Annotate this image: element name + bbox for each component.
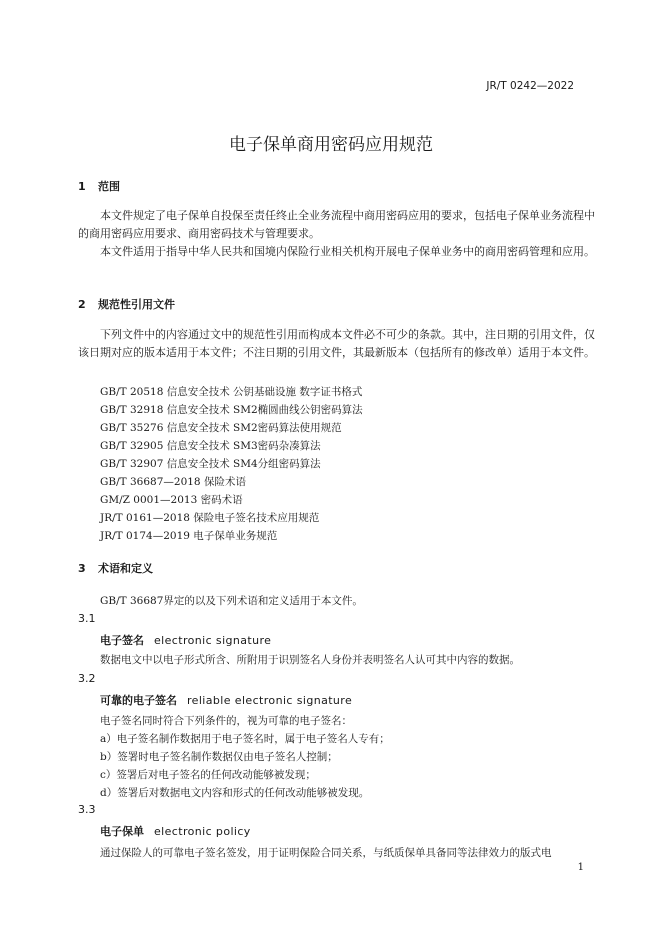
term-definition: 通过保险人的可靠电子签名签发，用于证明保险合同关系，与纸质保单具备同等法律效力的版式电 [100,847,552,859]
term-number: 3.2 [78,672,96,685]
term-heading [100,823,251,839]
term-english: electronic policy [154,825,251,838]
reference-item: GM/Z 0001—2013 密码术语 [100,494,243,506]
section-1-heading [78,178,120,194]
reference-item: GB/T 35276 信息安全技术 SM2密码算法使用规范 [100,422,342,434]
section-3-heading [78,560,153,576]
term-english: reliable electronic signature [187,694,353,707]
list-item: b）签署时电子签名制作数据仅由电子签名人控制； [100,751,338,763]
section-2-intro: 下列文件中的内容通过文中的规范性引用而构成本文件必不可少的条款。其中，注日期的引用文件，仅该日期对应的版本适用于本文件；不注日期的引用文件，其最新版本（包括所有的修改单）适用于本文件。 [78,328,595,359]
term-number: 3.3 [78,803,96,816]
reference-item: GB/T 32907 信息安全技术 SM4分组密码算法 [100,458,321,470]
page-title: 电子保单商用密码应用规范 [229,135,433,155]
section-1-paragraph-1: 本文件规定了电子保单自投保至责任终止全业务流程中商用密码应用的要求，包括电子保单业务流程中的商用密码应用要求、商用密码技术与管理要求。 [78,209,595,240]
term-heading [100,632,271,648]
reference-item: GB/T 32918 信息安全技术 SM2椭圆曲线公钥密码算法 [100,404,363,416]
section-number: 3 [78,562,86,575]
list-item: c）签署后对电子签名的任何改动能够被发现； [100,769,316,781]
section-title: 范围 [98,180,120,193]
list-item: a）电子签名制作数据用于电子签名时，属于电子签名人专有； [100,733,390,745]
document-code: JR/T 0242—2022 [486,80,574,92]
section-number: 2 [78,298,86,311]
term-name: 电子保单 [100,825,144,838]
term-number: 3.1 [78,612,96,625]
section-number: 1 [78,180,86,193]
section-2-heading [78,296,175,312]
term-name: 可靠的电子签名 [100,694,177,707]
section-1-paragraph-2: 本文件适用于指导中华人民共和国境内保险行业相关机构开展电子保单业务中的商用密码管理和应用。 [100,245,595,258]
section-title: 术语和定义 [98,562,153,575]
reference-item: JR/T 0174—2019 电子保单业务规范 [100,530,278,542]
term-english: electronic signature [154,634,272,647]
list-item: d）签署后对数据电文内容和形式的任何改动能够被发现。 [100,787,370,799]
section-3-intro: GB/T 36687界定的以及下列术语和定义适用于本文件。 [100,595,363,607]
term-name: 电子签名 [100,634,144,647]
reference-item: GB/T 20518 信息安全技术 公钥基础设施 数字证书格式 [100,386,363,398]
reference-item: JR/T 0161—2018 保险电子签名技术应用规范 [100,512,320,524]
term-definition: 电子签名同时符合下列条件的，视为可靠的电子签名： [100,715,352,727]
reference-item: GB/T 32905 信息安全技术 SM3密码杂凑算法 [100,440,321,452]
term-definition: 数据电文中以电子形式所含、所附用于识别签名人身份并表明签名人认可其中内容的数据。 [100,654,520,666]
page-number: 1 [577,862,584,873]
term-heading [100,692,352,708]
reference-item: GB/T 36687—2018 保险术语 [100,476,246,488]
section-title: 规范性引用文件 [98,298,175,311]
